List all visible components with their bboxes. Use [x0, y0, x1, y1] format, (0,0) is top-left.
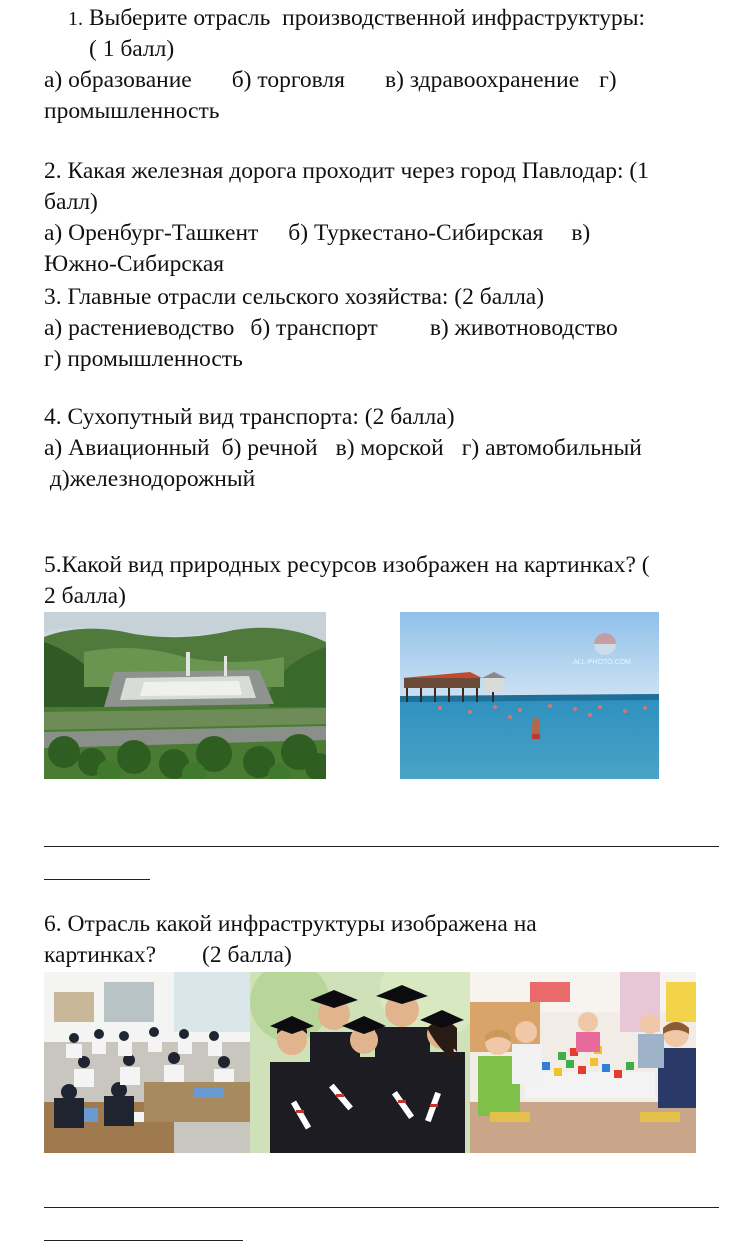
mountain-stadium-photo [44, 612, 326, 779]
q1-option-g: г) [599, 67, 617, 93]
q1-line1: 1. Выберите отрасль производственной инфраструктуры: [68, 5, 646, 31]
sea-beach-photo [400, 612, 659, 779]
q6-answer-line-2 [44, 1240, 243, 1241]
q1-options [44, 65, 617, 96]
q4-option-v: в) морской [335, 435, 444, 461]
q2-line1: 2. Какая железная дорога проходит через город Павлодар: (1 [44, 158, 649, 184]
q2-option-b: б) Туркестано-Сибирская [288, 220, 544, 246]
photo-watermark: ALL-PHOTO.COM [573, 659, 631, 666]
q4-option-a: а) Авиационный [44, 435, 210, 461]
q6-line2: картинках? (2 балла) [44, 942, 292, 968]
q5-points: 2 балла) [44, 583, 126, 609]
person-in-water [532, 718, 540, 740]
q3-option-a: а) растениеводство [44, 315, 235, 341]
q2-option-v: в) [571, 220, 591, 246]
q2-options [44, 218, 590, 249]
classroom-photo [44, 972, 250, 1153]
q1-option-v: в) здравоохранение [384, 67, 580, 93]
q2-points: балл) [44, 189, 98, 215]
graduates-photo [250, 972, 470, 1153]
q6-points: (2 балла) [202, 942, 292, 968]
q4-option-g: г) автомобильный [461, 435, 642, 461]
q1-option-b: б) торговля [231, 67, 345, 93]
q1-option-g-cont: промышленность [44, 98, 220, 124]
q2-option-v-cont: Южно-Сибирская [44, 251, 225, 277]
q4-option-b: б) речной [221, 435, 318, 461]
watermark-globe [594, 633, 616, 655]
q3-option-v: в) животноводство [429, 315, 618, 341]
q4-line1: 4. Сухопутный вид транспорта: (2 балла) [44, 404, 455, 430]
q3-option-g: г) промышленность [44, 346, 243, 372]
q5-answer-line-1 [44, 846, 719, 847]
q3-options [44, 313, 618, 344]
q1-option-a: а) образование [44, 67, 192, 93]
q5-line1: 5.Какой вид природных ресурсов изображен на картинках? ( [44, 552, 650, 578]
q6-answer-line-1 [44, 1207, 719, 1208]
q4-option-d: д)железнодорожный [44, 466, 256, 492]
q3-line1: 3. Главные отрасли сельского хозяйства: (2 балла) [44, 284, 545, 310]
kindergarten-photo [470, 972, 696, 1153]
q4-options [44, 433, 642, 464]
q6-line1: 6. Отрасль какой инфраструктуры изображена на [44, 911, 537, 937]
q1-points: ( 1 балл) [89, 36, 175, 62]
q5-answer-line-2 [44, 879, 150, 880]
q2-option-a: а) Оренбург-Ташкент [44, 220, 259, 246]
q3-option-b: б) транспорт [250, 315, 378, 341]
q1-number: 1. [68, 8, 83, 30]
